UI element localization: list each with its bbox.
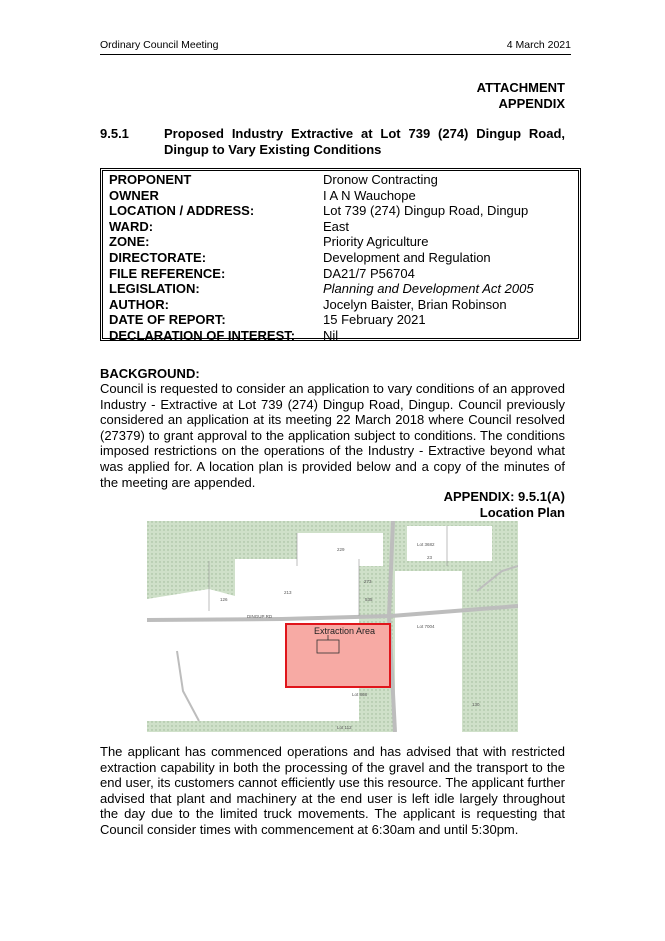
appendix-number: APPENDIX: 9.5.1(A) [443,489,565,504]
detail-label: OWNER [109,187,159,203]
attachment-label: ATTACHMENT [476,80,565,95]
detail-value: Lot 739 (274) Dingup Road, Dingup [323,203,529,219]
detail-value: Jocelyn Baister, Brian Robinson [323,296,507,312]
lot-label: Lot 3682 [417,542,435,547]
lot-label: Lot 868 [352,692,368,697]
appendix-label: APPENDIX [498,96,565,111]
lot-label: Lot 112 [337,725,352,730]
map-cleared-land [395,571,462,732]
detail-value: Dronow Contracting [323,172,438,187]
background-paragraph-2: The applicant has commenced operations and has advised that with restricted extraction capability in both the processing of the gravel and the transport to the end user, its customers cannot efficiently use this resource. The applicant further advised that plant and machinery at the end user is left idle largely throughout the day due to the limited truck movements. The applicant is requesting that Council consider times with commencement at 6:30am and until 5:30pm. [100,744,565,837]
detail-value: Priority Agriculture [323,234,429,250]
detail-label: FILE REFERENCE: [109,265,226,281]
extraction-area-label: Extraction Area [314,626,376,636]
detail-label: ZONE: [109,234,150,250]
attachment-heading [477,80,565,112]
lot-label: 213 [284,590,292,595]
meeting-date: 4 March 2021 [506,39,571,51]
detail-label: DIRECTORATE: [109,250,207,265]
lot-label: Lot 7004 [417,624,435,629]
detail-label: AUTHOR: [109,296,169,312]
appendix-title: Location Plan [479,505,565,520]
detail-label: DATE OF REPORT: [109,312,226,328]
details-table [100,168,581,341]
detail-label: LEGISLATION: [109,281,200,297]
background-paragraph-1: Council is requested to consider an application to vary conditions of an approved Industry - Extractive at Lot 739 (274) Dingup Road, Dingup. Council previously considered an application at its meeting 22 March 2018 where Council resolved (27379) to grant approval to the application subject to conditions. The conditions imposed restrictions on the operations of the Industry - Extractive beyond what was applied for. A location plan is provided below and a copy of the minutes of the meeting are appended. [100,381,565,490]
detail-value: I A N Wauchope [323,187,416,203]
location-plan-map [147,521,518,732]
item-title: Proposed Industry Extractive at Lot 739 (274) Dingup Road, Dingup to Vary Existing Conditions [164,126,565,157]
detail-value: Nil [323,328,339,343]
lot-label: 126 [220,597,228,602]
map-cleared-land [147,589,235,721]
detail-label: DECLARATION OF INTEREST: [109,328,296,343]
detail-label: WARD: [109,218,154,234]
background-heading: BACKGROUND: [100,366,200,381]
lot-label: 130 [472,702,480,707]
lot-label: 273 [364,579,372,584]
detail-value: Development and Regulation [323,250,491,265]
lot-label: 23 [427,555,433,560]
appendix-caption [444,489,565,521]
detail-value: DA21/7 P56704 [323,265,415,281]
page-header [100,39,571,55]
detail-value: Planning and Development Act 2005 [323,281,534,297]
item-number: 9.5.1 [100,126,129,141]
detail-value: East [323,218,350,234]
detail-label: LOCATION / ADDRESS: [109,203,255,219]
lot-label: 535 [365,597,373,602]
meeting-name: Ordinary Council Meeting [100,39,219,51]
lot-label: 229 [337,547,345,552]
detail-label: PROPONENT [109,172,192,187]
detail-value: 15 February 2021 [323,312,426,328]
road-label: DINGUP RD [247,614,273,619]
